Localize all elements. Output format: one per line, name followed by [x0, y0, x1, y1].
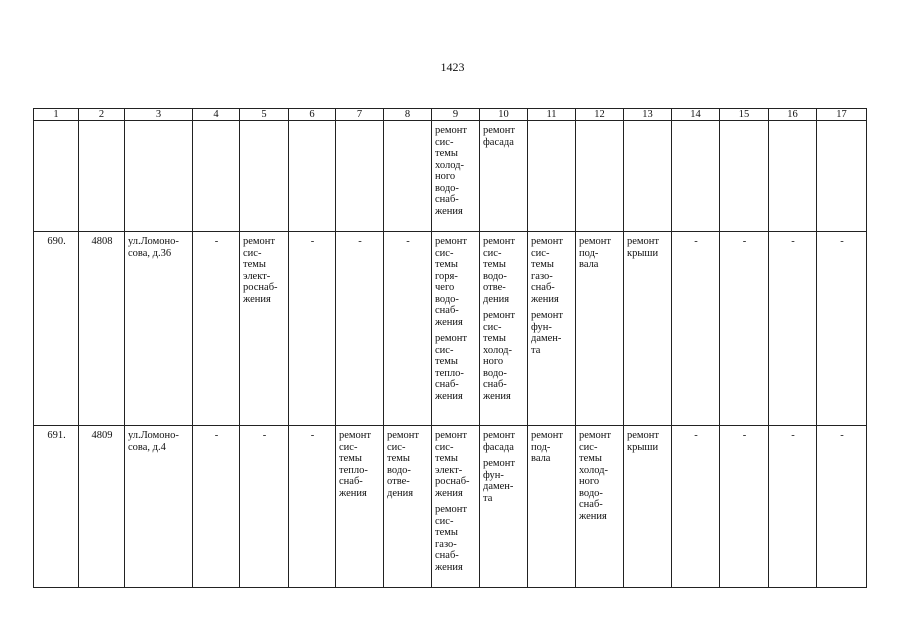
repair-entry-line: ного	[483, 356, 504, 367]
repair-entry-line: жения	[531, 293, 559, 305]
repair-entry-line: горя-	[435, 270, 458, 282]
repair-entry-line: ного	[435, 171, 456, 182]
cell-text-line: сис-	[387, 441, 406, 453]
cell-text-line: снаб-	[339, 476, 363, 487]
cell-col-8	[384, 121, 432, 232]
cell-text	[128, 236, 190, 259]
cell-col-17: -	[817, 426, 867, 588]
cell-text-line: дения	[387, 487, 414, 499]
repair-entry-line: жения	[579, 510, 607, 522]
repair-entry-line: темы	[483, 259, 506, 270]
column-number-2: 2	[79, 109, 125, 121]
cell-col-15: -	[720, 426, 769, 588]
repair-entry-line: ремонт	[435, 236, 468, 247]
cell-text	[243, 236, 286, 305]
repair-entry-line: снаб-	[435, 305, 459, 316]
repair-entry-line: снаб-	[483, 379, 507, 390]
repair-entry-line: отве-	[483, 282, 506, 293]
repair-entry-line: ремонт	[483, 236, 516, 247]
repair-entry	[531, 430, 573, 465]
cell-col-16: -	[769, 232, 817, 426]
cell-col-15: -	[720, 232, 769, 426]
column-number-14: 14	[672, 109, 720, 121]
repair-entry-line: водо-	[483, 367, 507, 379]
repair-entry	[627, 430, 669, 453]
repair-entry-line: темы	[435, 148, 458, 159]
repair-entry-line: та	[483, 492, 493, 504]
column-number-9: 9	[432, 109, 480, 121]
repair-entry-line: темы	[531, 259, 554, 270]
repair-entry-line: жения	[435, 561, 463, 573]
cell-text-line: -	[262, 430, 267, 441]
cell-col-5	[240, 121, 289, 232]
repair-entry-line: темы	[435, 453, 458, 464]
table-row	[34, 426, 867, 588]
repair-entry-line: водо-	[483, 270, 507, 282]
column-number-3: 3	[125, 109, 193, 121]
cell-text-line: ремонт	[243, 236, 276, 247]
cell-col-7	[336, 426, 384, 588]
cell-col-10	[480, 232, 528, 426]
cell-text	[339, 430, 381, 499]
repair-entry-line: сис-	[435, 441, 454, 453]
cell-text-line: -	[406, 236, 410, 247]
repair-entry-line: сис-	[435, 136, 454, 148]
cell-col-3	[125, 232, 193, 426]
cell-col-6	[289, 121, 336, 232]
cell-col-12	[576, 426, 624, 588]
cell-text-line: отве-	[387, 476, 410, 487]
repair-entry	[483, 430, 525, 453]
repair-entry-line: фасада	[483, 441, 514, 453]
cell-col-11	[528, 232, 576, 426]
cell-col-12	[576, 121, 624, 232]
repair-entry-line: ремонт	[435, 430, 468, 441]
repair-entry-line: ремонт	[483, 430, 516, 441]
repair-entry-line: сис-	[531, 247, 550, 259]
repair-entry-line: ремонт	[531, 310, 564, 321]
repair-entry-line: сис-	[435, 247, 454, 259]
cell-col-11	[528, 426, 576, 588]
repair-entry-line: сис-	[579, 441, 598, 453]
repair-entry-line: ного	[579, 476, 600, 487]
repair-schedule-table	[33, 108, 867, 588]
repair-entry-line: ремонт	[531, 430, 564, 441]
cell-text-line: ремонт	[339, 430, 372, 441]
cell-col-6: -	[289, 426, 336, 588]
repair-entry-line: ремонт	[435, 504, 468, 515]
cell-col-5	[240, 232, 289, 426]
column-number-6: 6	[289, 109, 336, 121]
repair-entry-line: под-	[579, 247, 599, 259]
repair-entry-line: сис-	[435, 515, 454, 527]
cell-col-8	[384, 426, 432, 588]
cell-col-8	[384, 232, 432, 426]
cell-col-4: -	[193, 232, 240, 426]
cell-col-13	[624, 121, 672, 232]
column-number-8: 8	[384, 109, 432, 121]
column-number-row	[34, 109, 867, 121]
cell-col-5	[240, 426, 289, 588]
cell-col-14: -	[672, 426, 720, 588]
repair-entry-line: темы	[483, 333, 506, 344]
repair-entry	[531, 236, 573, 305]
repair-entry-line: сис-	[483, 321, 502, 333]
repair-entry-line: газо-	[435, 538, 457, 550]
repair-entry-line: холод-	[579, 464, 608, 476]
repair-entry	[579, 236, 621, 271]
cell-text-line: жения	[339, 487, 367, 499]
cell-text-line: -	[358, 236, 362, 247]
repair-entry-line: водо-	[579, 487, 603, 499]
cell-col-14	[672, 121, 720, 232]
cell-col-17	[817, 121, 867, 232]
cell-text-line: жения	[243, 293, 271, 305]
repair-entry-line: сис-	[435, 344, 454, 356]
page-number: 1423	[440, 60, 465, 74]
repair-entry-line: ремонт	[579, 236, 612, 247]
repair-entry-line: ремонт	[627, 236, 660, 247]
repair-entry	[435, 504, 477, 573]
cell-col-3	[125, 426, 193, 588]
column-number-12: 12	[576, 109, 624, 121]
cell-col-4	[193, 121, 240, 232]
repair-entry-line: жения	[483, 390, 511, 402]
cell-col-1: 690.	[34, 232, 79, 426]
repair-entry-line: холод-	[435, 159, 464, 171]
cell-col-16: -	[769, 426, 817, 588]
repair-entry-line: крыши	[627, 247, 659, 259]
repair-entry-line: жения	[435, 487, 463, 499]
cell-col-16	[769, 121, 817, 232]
column-number-16: 16	[769, 109, 817, 121]
cell-col-12	[576, 232, 624, 426]
repair-entry-line: темы	[435, 259, 458, 270]
repair-entry-line: сис-	[483, 247, 502, 259]
cell-text	[243, 430, 286, 442]
repair-entry-line: дения	[483, 293, 510, 305]
repair-entry-line: жения	[435, 390, 463, 402]
repair-entry-line: ремонт	[435, 125, 468, 136]
cell-text-line: темы	[339, 453, 362, 464]
cell-col-3	[125, 121, 193, 232]
cell-text-line: сова, д.4	[128, 441, 166, 453]
repair-entry	[435, 236, 477, 328]
table-row	[34, 232, 867, 426]
cell-col-13	[624, 232, 672, 426]
repair-entry-line: снаб-	[435, 194, 459, 205]
cell-col-7	[336, 121, 384, 232]
column-number-4: 4	[193, 109, 240, 121]
column-number-7: 7	[336, 109, 384, 121]
repair-entry-line: ремонт	[579, 430, 612, 441]
cell-col-15	[720, 121, 769, 232]
cell-col-13	[624, 426, 672, 588]
cell-col-1	[34, 121, 79, 232]
repair-entry-line: ремонт	[483, 310, 516, 321]
column-number-1: 1	[34, 109, 79, 121]
repair-entry-line: под-	[531, 441, 551, 453]
column-number-5: 5	[240, 109, 289, 121]
repair-entry-line: фун-	[483, 469, 504, 481]
repair-entry-line: та	[531, 344, 541, 356]
cell-col-9	[432, 426, 480, 588]
cell-text-line: ремонт	[387, 430, 420, 441]
repair-entry-line: ремонт	[483, 125, 516, 136]
repair-entry-line: дамен-	[483, 481, 514, 492]
cell-col-1: 691.	[34, 426, 79, 588]
cell-text	[339, 236, 381, 248]
cell-text-line: тепло-	[339, 464, 368, 476]
repair-entry	[483, 125, 525, 148]
cell-col-14: -	[672, 232, 720, 426]
cell-text	[128, 430, 190, 453]
repair-entry-line: ремонт	[531, 236, 564, 247]
repair-entry	[531, 310, 573, 356]
repair-entry-line: дамен-	[531, 333, 562, 344]
repair-entry	[483, 310, 525, 402]
repair-entry-line: фасада	[483, 136, 514, 148]
repair-entry-line: вала	[531, 453, 551, 464]
cell-col-2	[79, 121, 125, 232]
cell-col-10	[480, 121, 528, 232]
cell-text-line: роснаб-	[243, 282, 278, 293]
cell-col-4: -	[193, 426, 240, 588]
cell-col-11	[528, 121, 576, 232]
repair-entry-line: ремонт	[483, 458, 516, 469]
column-number-15: 15	[720, 109, 769, 121]
repair-entry-line: снаб-	[435, 550, 459, 561]
repair-entry-line: жения	[435, 205, 463, 217]
column-number-11: 11	[528, 109, 576, 121]
repair-entry-line: снаб-	[435, 379, 459, 390]
repair-entry-line: фун-	[531, 321, 552, 333]
repair-entry-line: газо-	[531, 270, 553, 282]
cell-col-9	[432, 232, 480, 426]
repair-entry-line: темы	[579, 453, 602, 464]
repair-entry-line: водо-	[435, 182, 459, 194]
repair-entry-line: роснаб-	[435, 476, 470, 487]
repair-entry-line: ремонт	[627, 430, 660, 441]
repair-entry-line: водо-	[435, 293, 459, 305]
repair-entry-line: ремонт	[435, 333, 468, 344]
cell-text-line: сис-	[339, 441, 358, 453]
cell-text-line: водо-	[387, 464, 411, 476]
cell-text-line: ул.Ломоно-	[128, 430, 179, 441]
cell-text-line: элект-	[243, 270, 271, 282]
repair-entry-line: жения	[435, 316, 463, 328]
cell-text-line: сова, д.36	[128, 247, 172, 259]
column-number-17: 17	[817, 109, 867, 121]
repair-entry-line: темы	[435, 527, 458, 538]
repair-entry-line: снаб-	[531, 282, 555, 293]
repair-entry-line: крыши	[627, 441, 659, 453]
repair-entry-line: холод-	[483, 344, 512, 356]
cell-text-line: сис-	[243, 247, 262, 259]
cell-col-10	[480, 426, 528, 588]
repair-entry-line: темы	[435, 356, 458, 367]
cell-text-line: темы	[243, 259, 266, 270]
table-row	[34, 121, 867, 232]
cell-text	[387, 430, 429, 499]
repair-entry	[483, 236, 525, 305]
repair-entry	[483, 458, 525, 504]
repair-entry-line: снаб-	[579, 499, 603, 510]
repair-entry	[627, 236, 669, 259]
repair-entry	[435, 333, 477, 402]
repair-entry	[435, 430, 477, 499]
column-number-10: 10	[480, 109, 528, 121]
repair-entry-line: элект-	[435, 464, 463, 476]
cell-col-7	[336, 232, 384, 426]
repair-entry-line: чего	[435, 282, 455, 293]
cell-text	[387, 236, 429, 248]
cell-col-2: 4809	[79, 426, 125, 588]
cell-col-9	[432, 121, 480, 232]
cell-col-6: -	[289, 232, 336, 426]
repair-entry	[579, 430, 621, 522]
cell-text-line: ул.Ломоно-	[128, 236, 179, 247]
cell-text-line: темы	[387, 453, 410, 464]
repair-entry	[435, 125, 477, 217]
cell-col-17: -	[817, 232, 867, 426]
cell-col-2: 4808	[79, 232, 125, 426]
column-number-13: 13	[624, 109, 672, 121]
repair-entry-line: тепло-	[435, 367, 464, 379]
repair-entry-line: вала	[579, 259, 599, 270]
